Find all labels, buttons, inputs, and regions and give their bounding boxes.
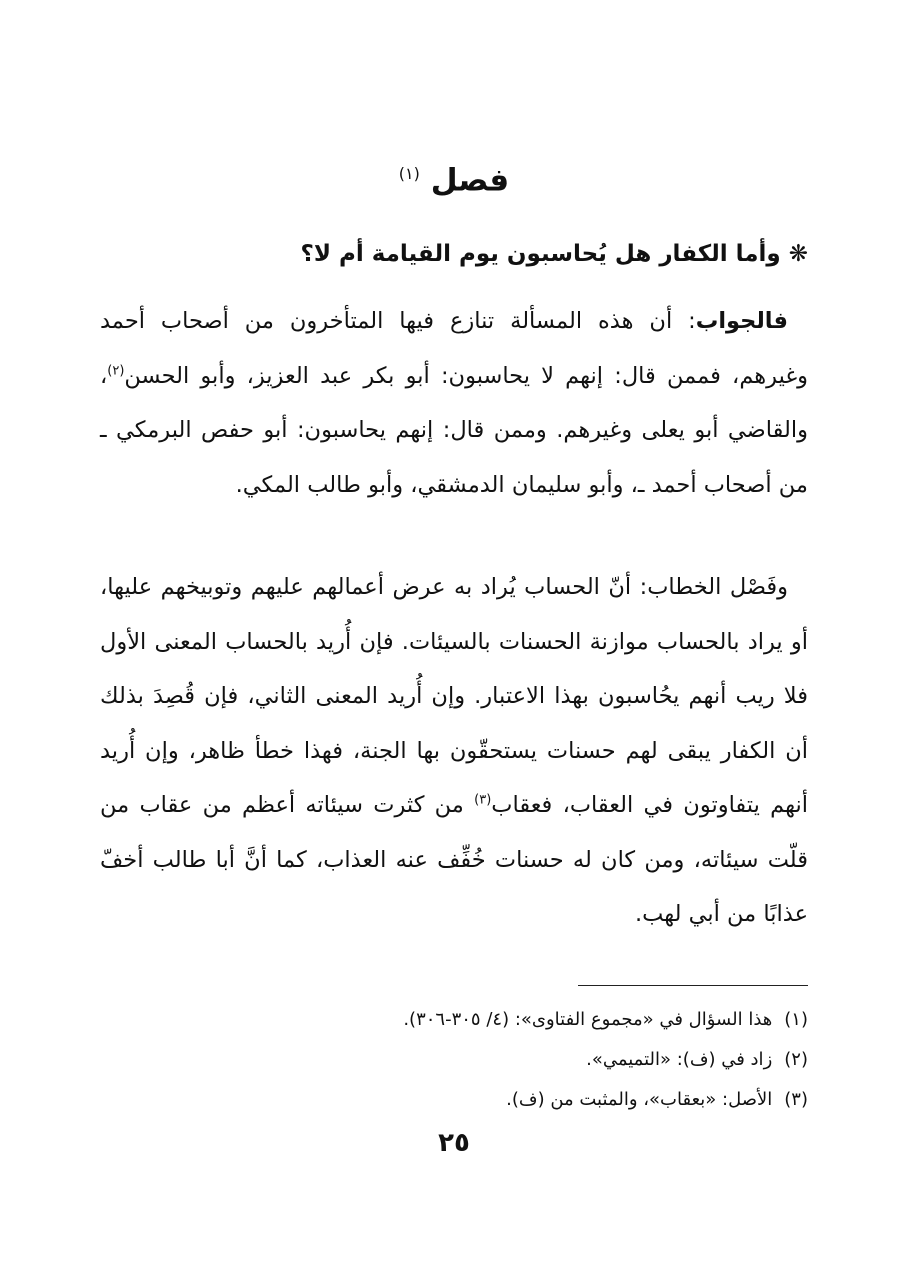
chapter-footnote-ref: (١) — [398, 164, 420, 183]
answer-text-a: : أن هذه المسألة تنازع فيها المتأخرون من أصحاب أحمد وغيرهم، فممن قال: إنهم لا يحاسبون: أبو بكر عبد العزيز، وأبو الحسن — [100, 308, 808, 389]
footnote-number: (١) — [784, 1009, 808, 1030]
page-number: ٢٥ — [438, 1128, 470, 1158]
conclusion-text-a: وفَصْل الخطاب: أنّ الحساب يُراد به عرض أعمالهم عليهم وتوبيخهم عليها، أو يراد بالحساب موازنة الحسنات بالسيئات. فإن أُريد بالحساب المعنى الأول فلا ريب أنهم يحُاسبون بهذا الاعتبار. وإن أُريد المعنى الثاني، فإن قُصِدَ بذلك أن الكفار يبقى لهم حسنات يستحقّون بها الجنة، فهذا خطأ ظاهر، وإن أُريد أنهم يتفاوتون في العقاب، فعقاب — [100, 574, 808, 818]
question-heading: ❋ وأما الكفار هل يُحاسبون يوم القيامة أم لا؟ — [300, 241, 808, 267]
answer-text-b: ، والقاضي أبو يعلى وغيرهم. وممن قال: إنهم يحاسبون: أبو حفص البرمكي ـ من أصحاب أحمد ـ، وأبو سليمان الدمشقي، وأبو طالب المكي. — [100, 362, 808, 498]
conclusion-text-b: من كثرت سيئاته أعظم من عقاب من قلّت سيئاته، ومن كان له حسنات خُفِّف عنه العذاب، كما أنَّ أبا طالب أخفّ عذابًا من أبي لهب. — [100, 792, 808, 927]
footnote-number: (٣) — [784, 1089, 808, 1110]
footnote-ref-2: (٢) — [107, 363, 125, 378]
footnote-1 — [100, 1000, 808, 1040]
footnote-text: زاد في (ف): «التميمي». — [586, 1049, 773, 1070]
answer-paragraph — [100, 294, 808, 512]
chapter-title — [100, 148, 808, 206]
conclusion-paragraph — [100, 560, 808, 942]
footnote-text: هذا السؤال في «مجموع الفتاوى»: (٤/ ٣٠٥-٣٠٦). — [403, 1009, 773, 1030]
footnotes — [100, 1000, 808, 1120]
footnote-2 — [100, 1040, 808, 1080]
footnote-divider — [578, 985, 808, 986]
footnote-ref-3: (٣) — [474, 792, 492, 808]
footnote-number: (٢) — [784, 1049, 808, 1070]
footnote-text: الأصل: «بعقاب»، والمثبت من (ف). — [506, 1089, 773, 1110]
answer-lead: فالجواب — [695, 308, 788, 334]
book-page — [100, 0, 808, 1271]
chapter-title-text: فصل — [430, 162, 510, 199]
footnote-3 — [100, 1080, 808, 1120]
